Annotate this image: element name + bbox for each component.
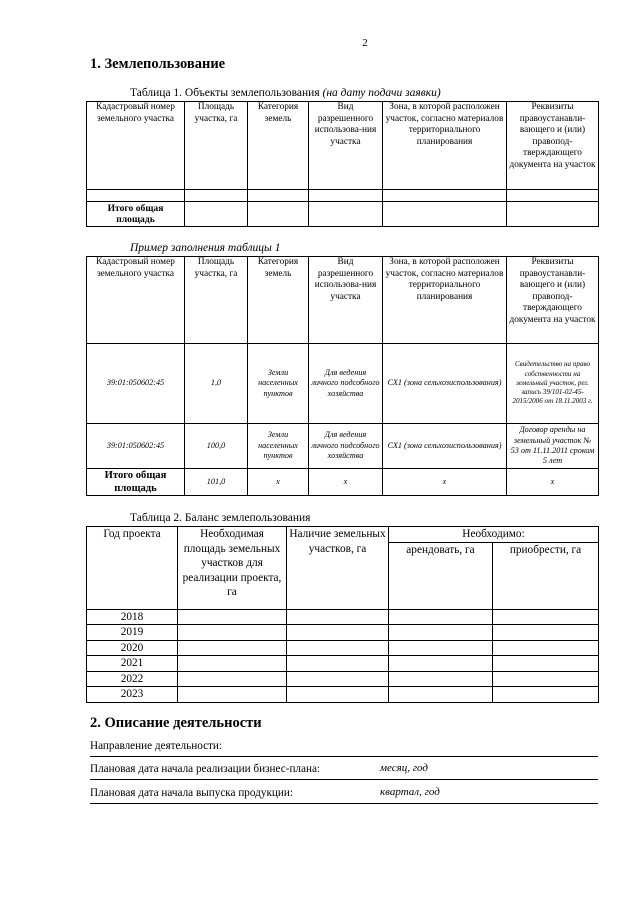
production-date-value[interactable]: квартал, год xyxy=(380,786,440,798)
table-cell[interactable] xyxy=(248,202,309,227)
example-caption: Пример заполнения таблицы 1 xyxy=(130,242,281,254)
total-label: Итого общая площадь xyxy=(87,469,185,496)
cell-cadastral: 39:01:050602:45 xyxy=(87,344,185,424)
header-needed: Необходимо: xyxy=(389,527,599,543)
header-available: Наличие земельных участков, га xyxy=(287,527,389,610)
cell-use-type: Для ведения личного подсобного хозяйства xyxy=(309,424,383,469)
table-cell[interactable] xyxy=(178,640,287,656)
table-row xyxy=(87,625,599,641)
cell-category: Земли населенных пунктов xyxy=(248,424,309,469)
table-cell[interactable] xyxy=(287,640,389,656)
table-cell[interactable] xyxy=(493,656,599,672)
table-cell[interactable] xyxy=(185,190,248,202)
cell-document: Свидетельство на право собственности на земельный участок, рег. запись 39/101-02-45-2015/2006 от 18.11.2003 г. xyxy=(507,344,599,424)
table-cell[interactable] xyxy=(507,202,599,227)
table-cell[interactable] xyxy=(389,687,493,703)
table-1-caption-text: Таблица 1. Объекты землепользования xyxy=(130,87,323,99)
section-2-title: 2. Описание деятельности xyxy=(90,715,262,731)
table-row xyxy=(87,609,599,625)
cell-document: Договор аренды на земельный участок № 53 от 11.11.2011 сроком 5 лет xyxy=(507,424,599,469)
header-zone: Зона, в которой расположен участок, согласно материалов территориального планирования xyxy=(383,102,507,190)
table-cell[interactable] xyxy=(493,671,599,687)
year-cell: 2020 xyxy=(87,640,178,656)
table-cell[interactable] xyxy=(389,656,493,672)
land-objects-table xyxy=(86,101,599,227)
header-year: Год проекта xyxy=(87,527,178,610)
start-date-field-line xyxy=(90,779,598,780)
cell-area: 100,0 xyxy=(185,424,248,469)
table-cell[interactable] xyxy=(87,190,185,202)
cell-use-type: Для ведения личного подсобного хозяйства xyxy=(309,344,383,424)
table-cell[interactable] xyxy=(287,687,389,703)
direction-label: Направление деятельности: xyxy=(90,740,223,752)
total-row xyxy=(87,202,599,227)
table-row xyxy=(87,656,599,672)
table-cell[interactable] xyxy=(493,609,599,625)
cell-zone: СХ1 (зона сельхозиспользования) xyxy=(383,424,507,469)
cell-zone: СХ1 (зона сельхозиспользования) xyxy=(383,344,507,424)
year-cell: 2019 xyxy=(87,625,178,641)
table-cell[interactable] xyxy=(178,687,287,703)
land-balance-table xyxy=(86,526,599,703)
start-date-label: Плановая дата начала реализации бизнес-плана: xyxy=(90,763,321,775)
table-row xyxy=(87,687,599,703)
direction-field-line[interactable] xyxy=(90,756,598,757)
production-date-label: Плановая дата начала выпуска продукции: xyxy=(90,787,293,799)
total-cell: х xyxy=(309,469,383,496)
header-cadastral: Кадастровый номер земельного участка xyxy=(87,102,185,190)
table-header-row xyxy=(87,257,599,344)
table-row xyxy=(87,344,599,424)
header-zone: Зона, в которой расположен участок, согласно материалов территориального планирования xyxy=(383,257,507,344)
header-required-area: Необходимая площадь земельных участков для реализации проекта, га xyxy=(178,527,287,610)
year-cell: 2022 xyxy=(87,671,178,687)
total-cell: х xyxy=(248,469,309,496)
table-cell[interactable] xyxy=(389,671,493,687)
table-cell[interactable] xyxy=(383,202,507,227)
header-buy: приобрести, га xyxy=(493,542,599,609)
start-date-value[interactable]: месяц, год xyxy=(380,762,428,774)
production-date-field-line xyxy=(90,803,598,804)
cell-category: Земли населенных пунктов xyxy=(248,344,309,424)
table-cell[interactable] xyxy=(507,190,599,202)
total-area: 101,0 xyxy=(185,469,248,496)
header-document: Реквизиты правоустанавли-вающего и (или) правопод-тверждающего документа на участок xyxy=(507,102,599,190)
table-row xyxy=(87,671,599,687)
table-cell[interactable] xyxy=(309,190,383,202)
header-cadastral: Кадастровый номер земельного участка xyxy=(87,257,185,344)
year-cell: 2018 xyxy=(87,609,178,625)
cell-cadastral: 39:01:050602:45 xyxy=(87,424,185,469)
year-cell: 2021 xyxy=(87,656,178,672)
table-cell[interactable] xyxy=(383,190,507,202)
table-cell[interactable] xyxy=(309,202,383,227)
table-cell[interactable] xyxy=(287,609,389,625)
table-cell[interactable] xyxy=(178,656,287,672)
table-cell[interactable] xyxy=(389,609,493,625)
table-1-caption xyxy=(130,87,441,99)
table-row xyxy=(87,190,599,202)
table-row xyxy=(87,424,599,469)
table-cell[interactable] xyxy=(287,671,389,687)
table-cell[interactable] xyxy=(178,671,287,687)
cell-area: 1,0 xyxy=(185,344,248,424)
table-1-caption-note: (на дату подачи заявки) xyxy=(322,87,441,99)
section-1-title: 1. Землепользование xyxy=(90,56,226,72)
table-header-row xyxy=(87,527,599,543)
table-cell[interactable] xyxy=(178,609,287,625)
header-category: Категория земель xyxy=(248,102,309,190)
table-cell[interactable] xyxy=(185,202,248,227)
table-cell[interactable] xyxy=(493,640,599,656)
table-row xyxy=(87,640,599,656)
header-rent: арендовать, га xyxy=(389,542,493,609)
header-area: Площадь участка, га xyxy=(185,102,248,190)
table-cell[interactable] xyxy=(287,625,389,641)
table-cell[interactable] xyxy=(178,625,287,641)
total-cell: х xyxy=(507,469,599,496)
table-cell[interactable] xyxy=(493,625,599,641)
total-cell: х xyxy=(383,469,507,496)
table-cell[interactable] xyxy=(389,640,493,656)
year-cell: 2023 xyxy=(87,687,178,703)
header-document: Реквизиты правоустанавли-вающего и (или) правопод-тверждающего документа на участок xyxy=(507,257,599,344)
header-use-type: Вид разрешенного использова-ния участка xyxy=(309,102,383,190)
total-row xyxy=(87,469,599,496)
example-table xyxy=(86,256,599,496)
table-2-caption: Таблица 2. Баланс землепользования xyxy=(130,512,311,524)
header-use-type: Вид разрешенного использова-ния участка xyxy=(309,257,383,344)
table-header-row xyxy=(87,102,599,190)
header-category: Категория земель xyxy=(248,257,309,344)
table-cell[interactable] xyxy=(389,625,493,641)
page-number: 2 xyxy=(362,37,368,49)
table-cell[interactable] xyxy=(493,687,599,703)
table-cell[interactable] xyxy=(248,190,309,202)
header-area: Площадь участка, га xyxy=(185,257,248,344)
total-label: Итого общая площадь xyxy=(87,202,185,227)
table-cell[interactable] xyxy=(287,656,389,672)
